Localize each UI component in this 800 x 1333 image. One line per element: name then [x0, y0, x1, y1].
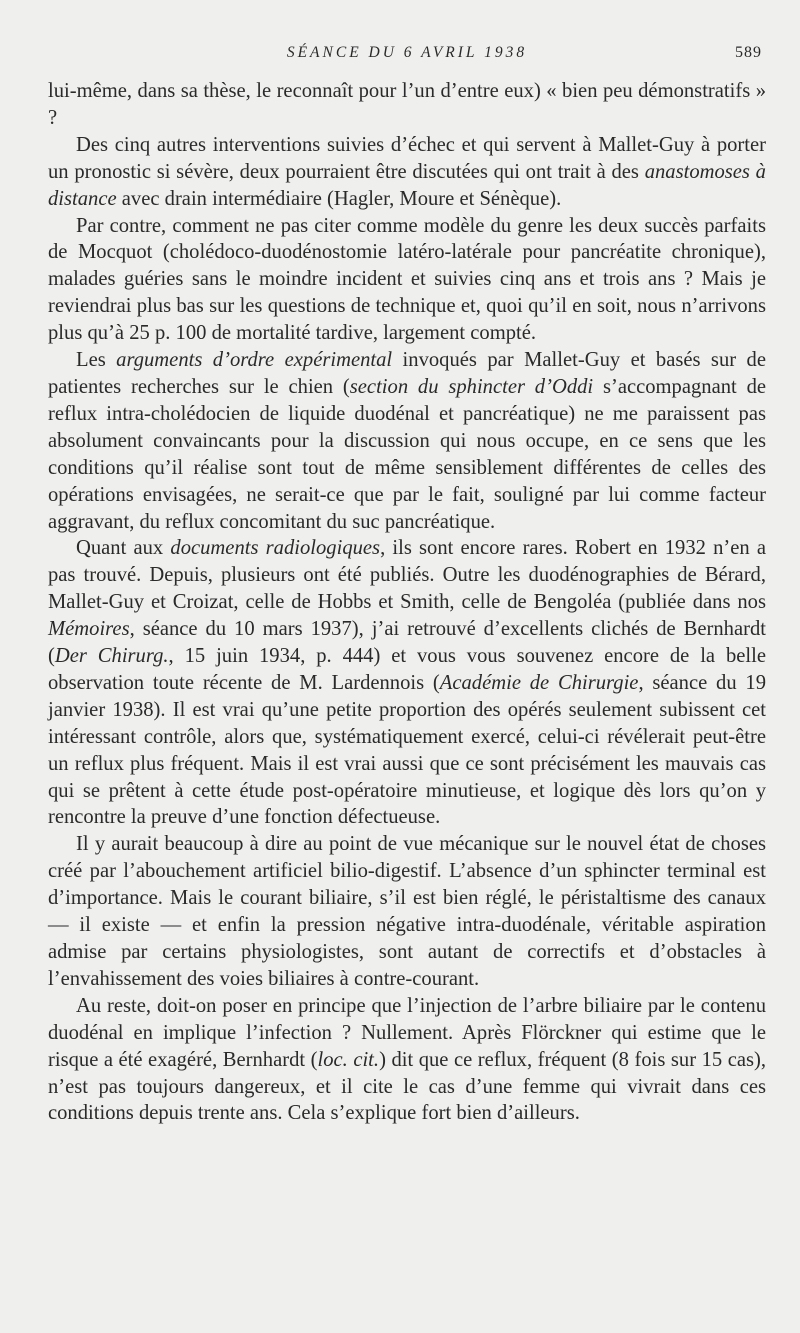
italic-text: loc. cit.: [317, 1048, 380, 1071]
paragraph: [48, 132, 766, 213]
text-segment: s’accompagnant de reflux intra-cholédocien de liquide duodénal et pancréatique) ne me paraissent pas absolument convaincants pour la discussion qui nous occupe, en ce sens que les conditions qu’il réalise sont tout de même sensiblement différentes de celles des opérations envisagées, ne serait-ce que par le fait, souligné par lui comme facteur aggravant, du reflux concomitant du suc pancréatique.: [48, 375, 767, 533]
italic-text: anastomoses à distance: [48, 160, 766, 210]
text-segment: , séance du 10 mars 1937), j’ai retrouvé d’excellents clichés de Bernhardt (: [48, 618, 766, 668]
paragraph: [48, 78, 766, 132]
paragraph: [48, 213, 766, 348]
page-number: 589: [735, 44, 762, 61]
italic-text: Mémoires: [48, 618, 130, 641]
text-segment: Quant aux: [76, 537, 171, 560]
italic-text: Der Chirurg.: [54, 645, 169, 668]
paragraph: [48, 535, 766, 831]
text-segment: , 15 juin 1934, p. 444) et vous vous souvenez encore de la belle observation toute récente de M. Lardennois (: [48, 645, 766, 694]
text-segment: invoqués par Mallet-Guy et basés sur de patientes recherches sur le chien (: [48, 349, 766, 398]
body-text: [48, 78, 766, 1127]
running-head: SÉANCE DU 6 AVRIL 1938: [286, 44, 528, 61]
text-segment: Les: [76, 349, 117, 372]
paragraph: [48, 831, 766, 992]
italic-text: documents radiologiques: [170, 537, 381, 560]
italic-text: arguments d’ordre expérimental: [116, 349, 393, 372]
text-segment: lui-même, dans sa thèse, le reconnaît pour l’un d’entre eux) « bien peu démonstratifs » ?: [48, 80, 766, 129]
text-segment: avec drain intermédiaire (Hagler, Moure et Sénèque).: [116, 187, 562, 210]
text-segment: Par contre, comment ne pas citer comme modèle du genre les deux succès parfaits de Mocquot (cholédoco-duodénostomie latéro-latérale pour pancréatite chronique), malades guéries sans le moindre incident et suivies cinq ans et trois ans ? Mais je reviendrai plus bas sur les questions de technique et, quoi qu’il en soit, nous n’arrivons plus qu’à 25 p. 100 de mortalité tardive, largement compté.: [48, 214, 766, 345]
page-header: [48, 44, 766, 78]
text-segment: Il y aurait beaucoup à dire au point de vue mécanique sur le nouvel état de choses créé par l’abouchement artificiel bilio-digestif. L’absence d’un sphincter terminal est d’importance. Mais le courant biliaire, s’il est bien réglé, le péristaltisme des canaux — il existe — et enfin la pression négative intra-duodénale, véritable aspiration admise par certains physiologistes, sont autant de correctifs et d’obstacles à l’envahissement des voies biliaires à contre-courant.: [48, 833, 766, 990]
text-segment: , ils sont encore rares. Robert en 1932 n’en a pas trouvé. Depuis, plusieurs ont été publiés. Outre les duodénographies de Bérard, Mallet-Guy et Croizat, celle de Hobbs et Smith, celle de Bengoléa (publiée dans nos: [48, 537, 767, 614]
paragraph: [48, 347, 766, 535]
paragraph: [48, 993, 766, 1128]
text-segment: , séance du 19 janvier 1938). Il est vrai qu’une petite proportion des opérés seulement subissent cet intéressant contrôle, alors que, systématiquement exercé, celui-ci révélerait peut-être un reflux plus fréquent. Mais il est vrai aussi que ce sont précisément les mauvais cas qui se prêtent à cette étude post-opératoire minutieuse, et logique dès lors qu’on y rencontre la preuve d’une fonction défectueuse.: [48, 671, 767, 829]
text-segment: ) dit que ce reflux, fréquent (8 fois sur 15 cas), n’est pas toujours dangereux, et il cite le cas d’une femme qui vivrait dans ces conditions depuis trente ans. Cela s’explique fort bien d’ailleurs.: [48, 1048, 766, 1125]
italic-text: section du sphincter d’Oddi: [349, 375, 594, 398]
italic-text: Académie de Chirurgie: [439, 671, 639, 694]
text-segment: Des cinq autres interventions suivies d’échec et qui servent à Mallet-Guy à porter un pronostic si sévère, deux pourraient être discutées qui ont trait à des: [48, 133, 766, 183]
text-segment: Au reste, doit-on poser en principe que l’injection de l’arbre biliaire par le contenu duodénal en implique l’infection ? Nullement. Après Flörckner qui estime que le risque a été exagéré, Bernhardt (: [48, 994, 766, 1071]
